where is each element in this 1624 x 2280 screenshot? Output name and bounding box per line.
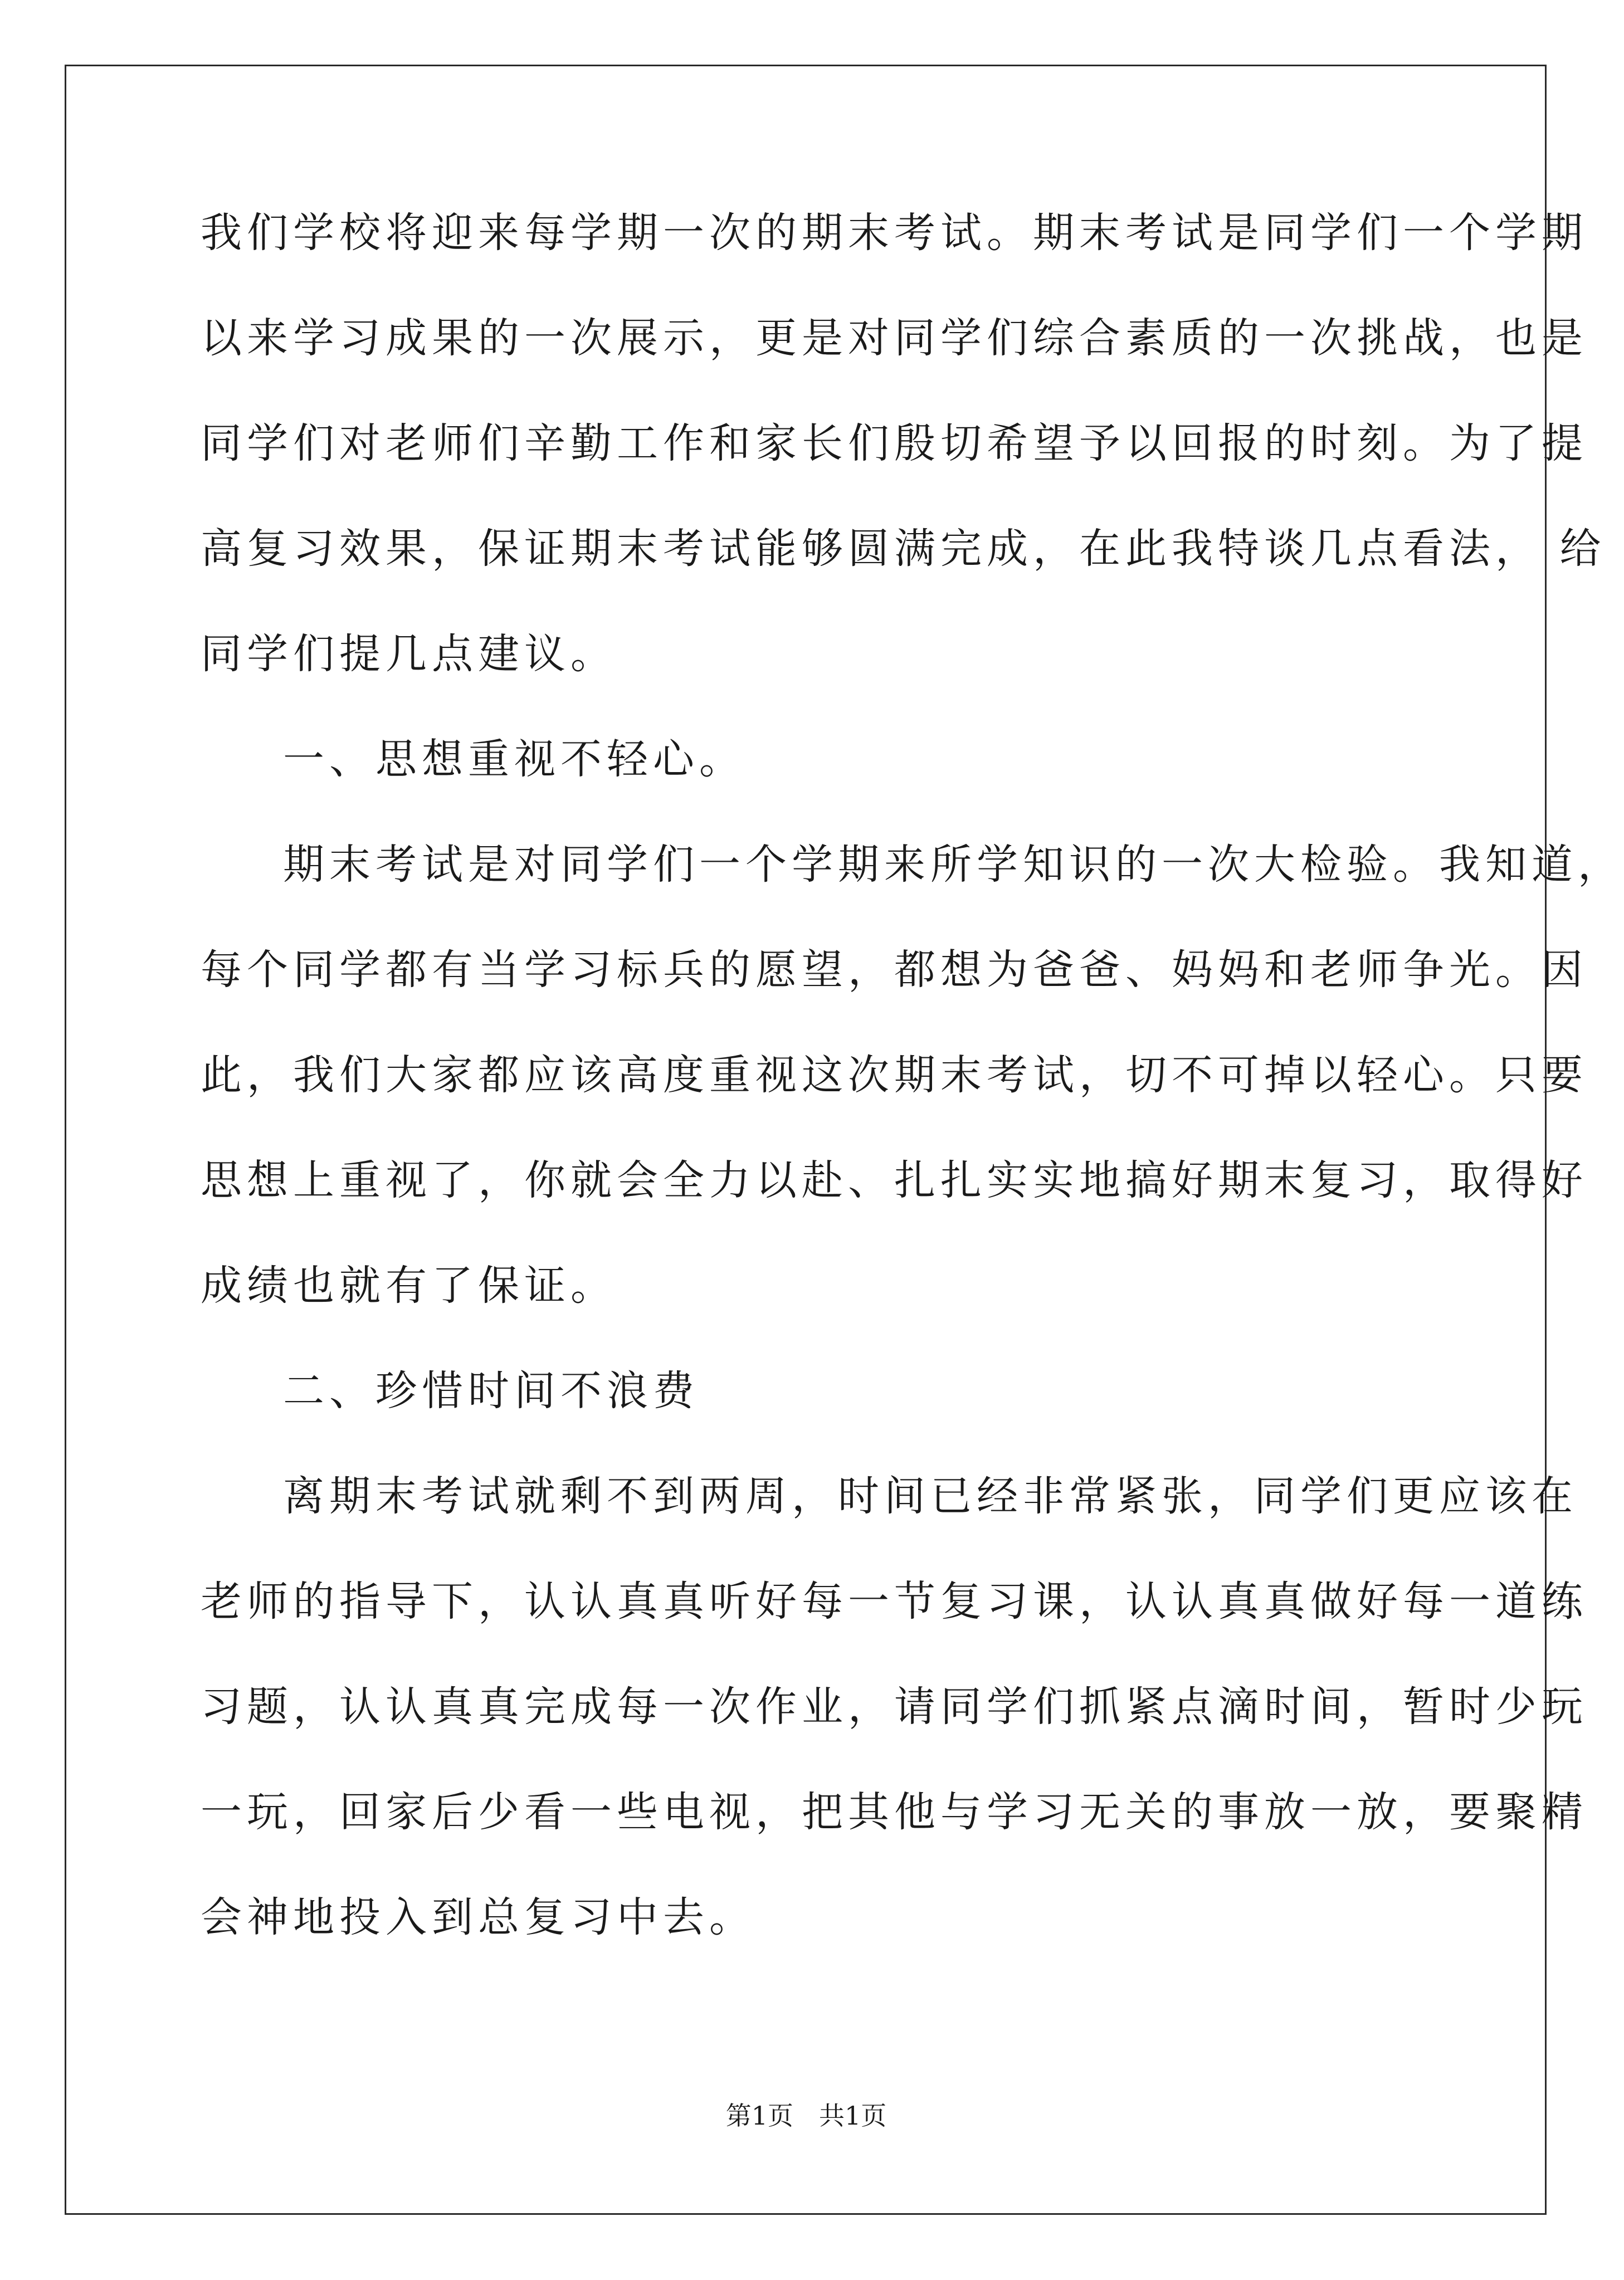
text-line: 我们学校将迎来每学期一次的期末考试。期末考试是同学们一个学期 (201, 209, 1588, 257)
section-heading: 二、珍惜时间不浪费 (283, 1367, 699, 1415)
text-line: 每个同学都有当学习标兵的愿望，都想为爸爸、妈妈和老师争光。因 (201, 946, 1588, 994)
text-line: 同学们提几点建议。 (201, 630, 617, 678)
text-line: 此，我们大家都应该高度重视这次期末考试，切不可掉以轻心。只要 (201, 1051, 1588, 1099)
text-line: 期末考试是对同学们一个学期来所学知识的一次大检验。我知道， (283, 841, 1624, 888)
text-line: 一玩，回家后少看一些电视，把其他与学习无关的事放一放，要聚精 (201, 1788, 1588, 1836)
page-footer (0, 2096, 1612, 2132)
text-line: 以来学习成果的一次展示，更是对同学们综合素质的一次挑战，也是 (201, 314, 1588, 362)
text-line: 同学们对老师们辛勤工作和家长们殷切希望予以回报的时刻。为了提 (201, 419, 1588, 467)
text-line: 高复习效果，保证期末考试能够圆满完成，在此我特谈几点看法， 给 (201, 525, 1606, 573)
page-total: 共1页 (819, 2101, 887, 2131)
text-line: 离期末考试就剩不到两周，时间已经非常紧张，同学们更应该在 (283, 1472, 1578, 1520)
text-line: 会神地投入到总复习中去。 (201, 1893, 755, 1941)
text-line: 思想上重视了，你就会全力以赴、扎扎实实地搞好期末复习，取得好 (201, 1156, 1588, 1204)
text-line: 习题，认认真真完成每一次作业，请同学们抓紧点滴时间，暂时少玩 (201, 1683, 1588, 1731)
page-number: 第1页 (725, 2101, 793, 2131)
text-line: 成绩也就有了保证。 (201, 1262, 617, 1310)
text-line: 老师的指导下，认认真真听好每一节复习课，认认真真做好每一道练 (201, 1578, 1588, 1625)
document-body (201, 199, 1624, 1989)
section-heading: 一、思想重视不轻心。 (283, 735, 745, 783)
